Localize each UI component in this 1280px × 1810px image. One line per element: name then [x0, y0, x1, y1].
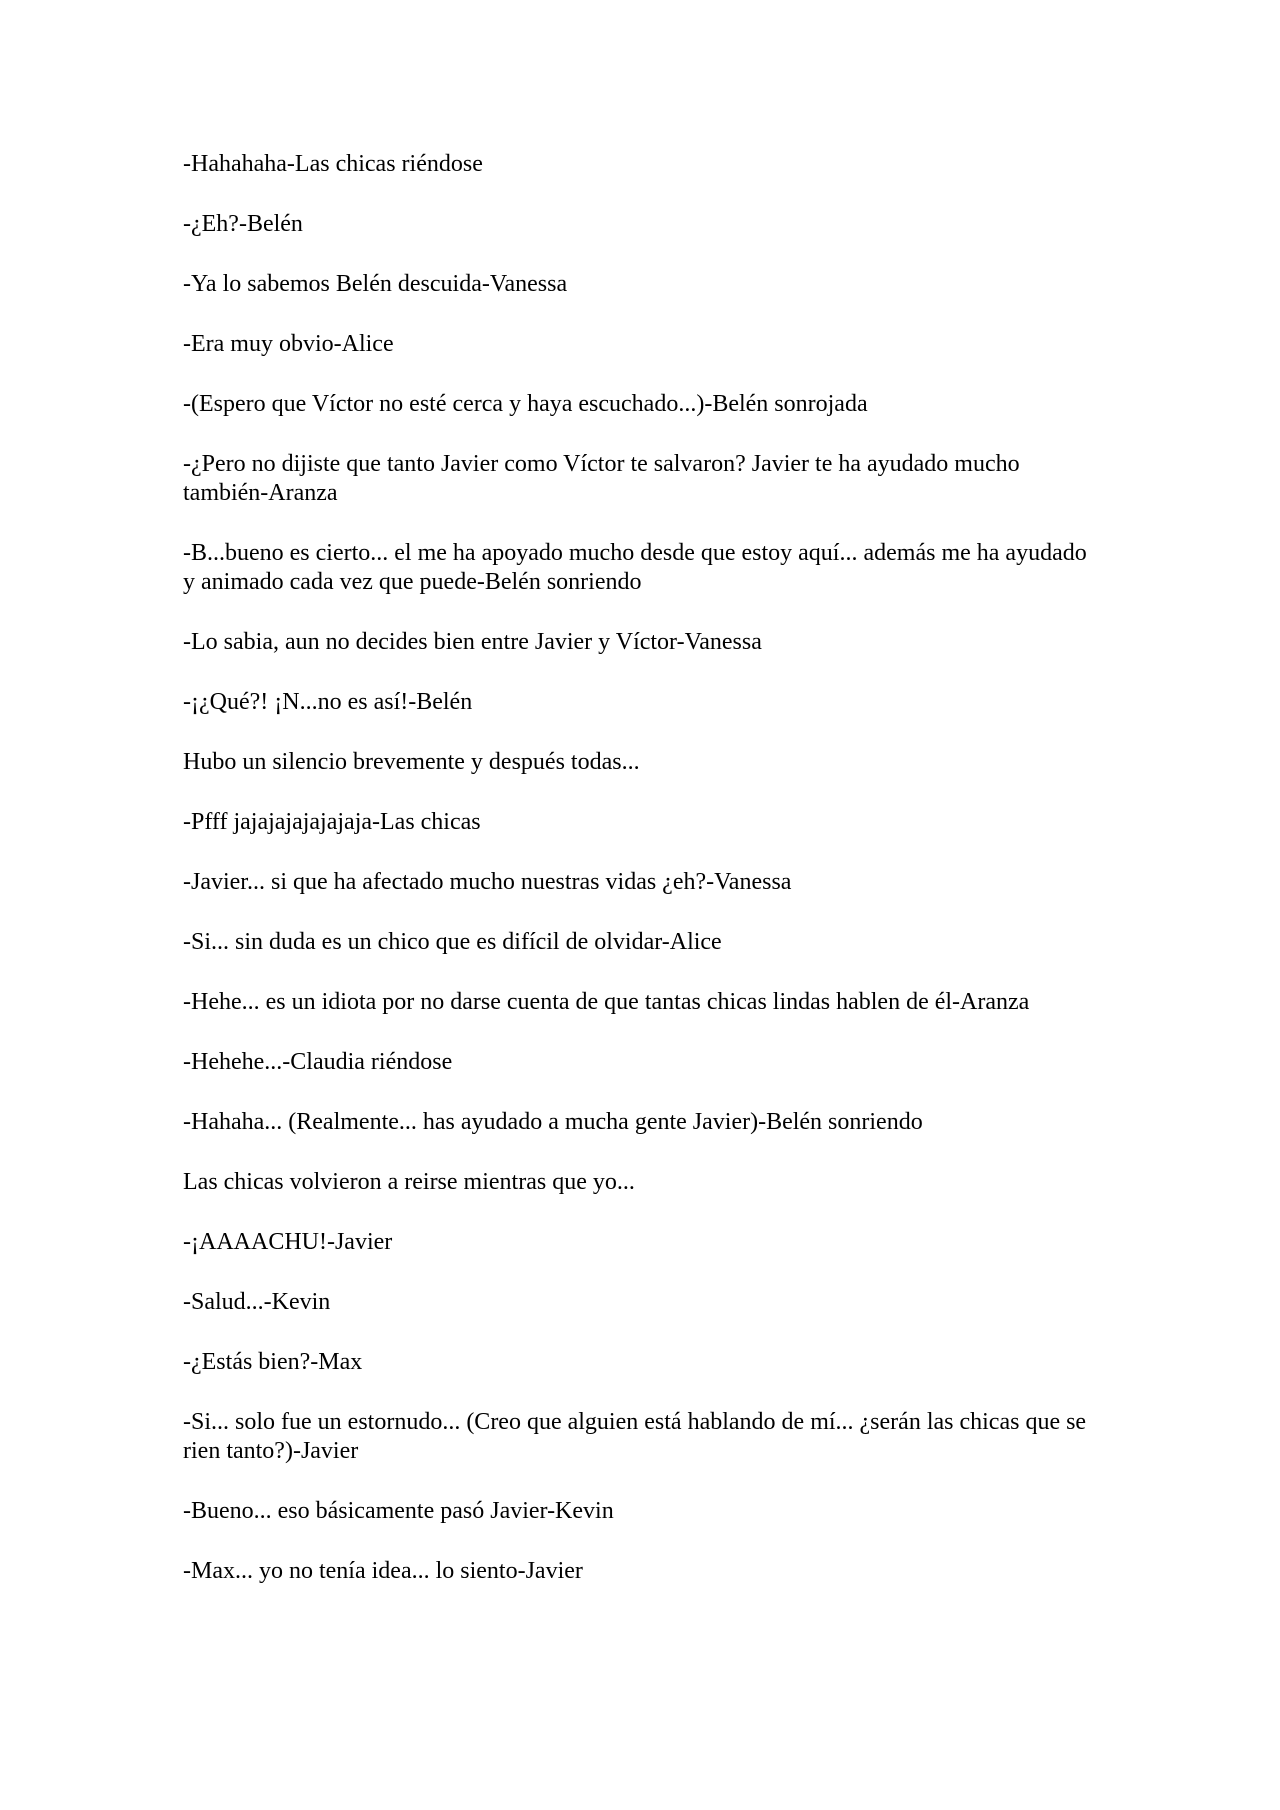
- dialogue-line: -Ya lo sabemos Belén descuida-Vanessa: [183, 271, 568, 297]
- dialogue-line: -¡AAAACHU!-Javier: [183, 1229, 393, 1255]
- dialogue-line: -Hahaha... (Realmente... has ayudado a mucha gente Javier)-Belén sonriendo: [183, 1109, 923, 1135]
- dialogue-line: -Hehe... es un idiota por no darse cuenta de que tantas chicas lindas hablen de él-Aranza: [183, 989, 1030, 1015]
- dialogue-line: -Salud...-Kevin: [183, 1289, 331, 1315]
- dialogue-line: -Lo sabia, aun no decides bien entre Javier y Víctor-Vanessa: [183, 629, 762, 655]
- document-body: [183, 150, 1098, 1617]
- dialogue-line: -¡¿Qué?! ¡N...no es así!-Belén: [183, 689, 473, 715]
- dialogue-line: -Hehehe...-Claudia riéndose: [183, 1049, 453, 1075]
- dialogue-line: -B...bueno es cierto... el me ha apoyado mucho desde que estoy aquí... además me ha ayudado y animado cada vez que puede-Belén sonriendo: [183, 540, 1087, 595]
- dialogue-line: -Bueno... eso básicamente pasó Javier-Kevin: [183, 1498, 614, 1524]
- dialogue-line: -(Espero que Víctor no esté cerca y haya escuchado...)-Belén sonrojada: [183, 391, 868, 417]
- dialogue-line: -Si... sin duda es un chico que es difícil de olvidar-Alice: [183, 929, 722, 955]
- dialogue-line: -Max... yo no tenía idea... lo siento-Javier: [183, 1558, 583, 1584]
- dialogue-line: -Javier... si que ha afectado mucho nuestras vidas ¿eh?-Vanessa: [183, 869, 792, 895]
- narration-line: Hubo un silencio brevemente y después todas...: [183, 749, 640, 775]
- dialogue-line: -Era muy obvio-Alice: [183, 331, 394, 357]
- dialogue-line: -¿Pero no dijiste que tanto Javier como Víctor te salvaron? Javier te ha ayudado mucho también-Aranza: [183, 451, 1020, 506]
- dialogue-line: -¿Eh?-Belén: [183, 211, 303, 237]
- narration-line: Las chicas volvieron a reirse mientras que yo...: [183, 1169, 635, 1195]
- dialogue-line: -Si... solo fue un estornudo... (Creo que alguien está hablando de mí... ¿serán las chicas que se rien tanto?)-Javier: [183, 1409, 1087, 1464]
- dialogue-line: -Pfff jajajajajajajaja-Las chicas: [183, 809, 481, 835]
- dialogue-line: -Hahahaha-Las chicas riéndose: [183, 151, 483, 177]
- dialogue-line: -¿Estás bien?-Max: [183, 1349, 363, 1375]
